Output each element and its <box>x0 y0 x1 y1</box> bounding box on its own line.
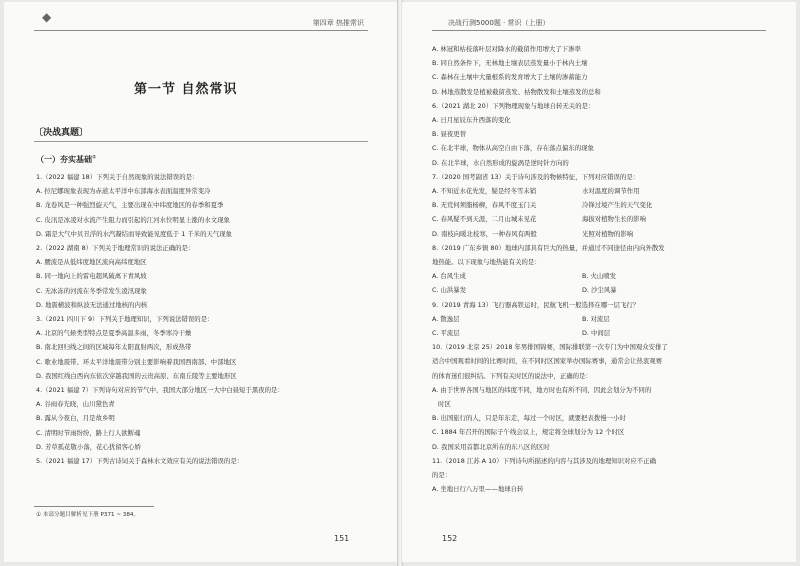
page-number: 152 <box>442 534 458 543</box>
page-number: 151 <box>334 534 350 543</box>
header-rule <box>432 30 766 31</box>
subsection-heading: （一）夯实基础① <box>36 154 97 164</box>
text-line: B. 昼夜更替 <box>432 130 467 139</box>
text-line: D. 芳草孤花敬小落，花心犹留客心娇 <box>36 442 141 451</box>
text-line: D. 林地蒸散发是植被截留蒸发、枯物散发和土壤蒸发的总和 <box>432 87 601 96</box>
text-line: 10.（2019 北京 25）2018 年男排国锦赛，国际排联第一次专门为中国观众安排了 <box>432 343 668 352</box>
text-line: A. 拉尼娜现象表现为赤道太平洋中东部海水表面温度异常变冷 <box>36 187 211 196</box>
option-pair: C. 平流层 D. 中间层 <box>432 329 611 338</box>
text-line: A. 腰流是从低纬度地区流向高纬度地区 <box>36 258 147 267</box>
section-rule <box>34 141 368 142</box>
text-line: 时区 <box>438 400 451 409</box>
text-line: A. 坐地日行八万里——地球自转 <box>432 485 524 494</box>
running-header: 决战行测5000题 · 常识（上册） <box>448 19 550 27</box>
text-line: 2.（2022 湖南 8）下列关于地理常识的说法正确的是： <box>36 244 195 253</box>
text-line: D. 地震横波和纵波无法通过地核的内核 <box>36 300 148 309</box>
text-line: C. 森林在土壤中大量根系的发育增大了土壤的渗蓄能力 <box>432 73 588 82</box>
text-line: B. 龙卷风是一种强烈旋天气，主要出现在中纬度地区的春季和夏季 <box>36 201 224 210</box>
question-block-2 <box>432 42 768 497</box>
footnote-marker: ① <box>92 154 97 161</box>
text-line: A. 北京的气候类型特点是夏季高温多雨，冬季寒冷干燥 <box>36 329 192 338</box>
text-line: A. 林冠和枯枝落叶层对降水的截留作用增大了下渗率 <box>432 45 581 53</box>
footnote: ① 本部分题目解析见下册 P371 ~ 384。 <box>36 512 140 518</box>
text-line: B. 露从今夜白，月是故乡明 <box>36 414 115 423</box>
text-line: 9.（2019 青海 13）飞行器高铁运时，民航飞机一般选择在哪一层飞行？ <box>432 300 640 309</box>
left-page <box>4 2 398 562</box>
option-pair: C. 春风疑不到天涯，二月山城未见花 海拔对植物生长的影响 <box>432 215 646 224</box>
text-line: 地热能。以下现象与地热能有关的是： <box>432 258 541 267</box>
option-pair: A. 不知近水花先发，疑是经冬雪未销 水对温度的调节作用 <box>432 187 640 196</box>
header-rule <box>34 30 368 31</box>
text-line: C. 清明时节雨纷纷，路上行人欲断魂 <box>36 428 141 437</box>
text-line: C. 在北半球，物体从高空自由下落，存在落点偏东的现象 <box>432 144 594 153</box>
text-line: D. 我国红线白西向东依次穿越我国的云贵高原、东南丘陵等主要地形区 <box>36 371 237 380</box>
text-line: D. 在北半球，水自然形成的旋涡是逆时针方向的 <box>432 158 569 167</box>
text-line: 4.（2021 福建 7）下列诗句对应的节气中，我国大部分地区一大中白昼短于黑夜的是： <box>36 386 284 395</box>
text-line: D. 我国采用首都北京所在的东八区的区时 <box>432 442 550 451</box>
right-page <box>402 2 796 562</box>
text-line: B. 南北回归线之间的区域每年太阳直射两次，形成热带 <box>36 343 192 352</box>
text-line: 1.（2022 福建 18）下列关于自然现象的说法错误的是： <box>36 173 199 181</box>
text-line: A. 日月星辰东升西落的变化 <box>432 116 511 125</box>
question-block-1 <box>36 170 370 468</box>
section-title: 第一节 自然常识 <box>134 82 238 97</box>
text-line: C. 无冰冻的河流在冬季常发生凌汛现象 <box>36 286 147 295</box>
corner-mark: ◆ <box>42 10 52 24</box>
text-line: 8.（2019 广东乡镇 80）地球内部具有巨大的热量，并通过不同途径由内向外散发 <box>432 243 665 252</box>
text-line: C. 1884 年召开的国际子午线会议上，规定将全球划分为 12 个时区 <box>432 428 625 437</box>
text-line: B. 同自然条件下，无林地土壤表层蒸发量小于林内土壤 <box>432 59 588 68</box>
running-header: 第四章 热推常识 <box>312 19 364 27</box>
text-line: 的是： <box>432 471 452 480</box>
option-pair: D. 南枝向暖北枝寒，一种春风有两般 光照对植物的影响 <box>432 229 634 238</box>
text-line: B. 同一地向上的雷电超风破离下青风坡 <box>36 272 147 281</box>
footnote-rule <box>34 506 154 507</box>
option-pair: C. 山洪暴发 D. 沙尘风暴 <box>432 286 617 295</box>
text-line: 7.（2020 国考副省 13）关于诗句涉及的物候特征，下列对应错误的是： <box>432 172 640 181</box>
option-pair: A. 散逸层 B. 对流层 <box>432 314 610 323</box>
text-line: 11.（2018 江苏 A 10）下列诗句所描述的内容与其涉及的地理知识对应不正确 <box>432 456 656 465</box>
text-line: 5.（2021 福建 17）下列古诗词关于森林水文效应有关的说法错误的是： <box>36 457 244 466</box>
text-line: D. 霜是大气中贝丑浮的水汽凝结而导致能见度低于 1 千米的天气现象 <box>36 229 233 238</box>
text-line: A. 谷雨春光晓，山川黛色青 <box>36 400 115 409</box>
option-pair: A. 台风生成 B. 火山喷发 <box>432 272 617 281</box>
text-line: 6.（2021 湖北 20）下列物理现象与地球自转无关的是： <box>432 101 595 110</box>
text-line: A. 由于世界各国与地区的纬度不同，地方时也有所不同，因此会划分为不同的 <box>432 385 652 394</box>
text-line: 3.（2021 四川下 9）下列关于地理知识，下列说法错误的是： <box>36 315 214 324</box>
text-line: B. 出国旅行的人，只是年东走，每过一个时区，就要把表拨慢一小时 <box>432 414 626 423</box>
text-line: C. 皮汛是冰凌对水流产生阻力而引起的江河水位明显上涨的水文现象 <box>36 215 230 224</box>
text-line: C. 歌业地震带、环太平洋地震带分别主要影响着我国西南部、中部地区 <box>36 357 237 366</box>
option-pair: B. 无荒何须脂杨柳，春风不度玉门关 冷锋过境产生的天气变化 <box>432 201 653 210</box>
text-line: 的体育迷们很纠结。下列有关时区的说法中，正确的是： <box>432 371 592 380</box>
text-line: 适合中国观看时间的比赛时间，在不同时区国家举办国际赛事，通常会让热衷观赛 <box>432 357 663 366</box>
section-heading: 〔决战真题〕 <box>34 128 89 138</box>
